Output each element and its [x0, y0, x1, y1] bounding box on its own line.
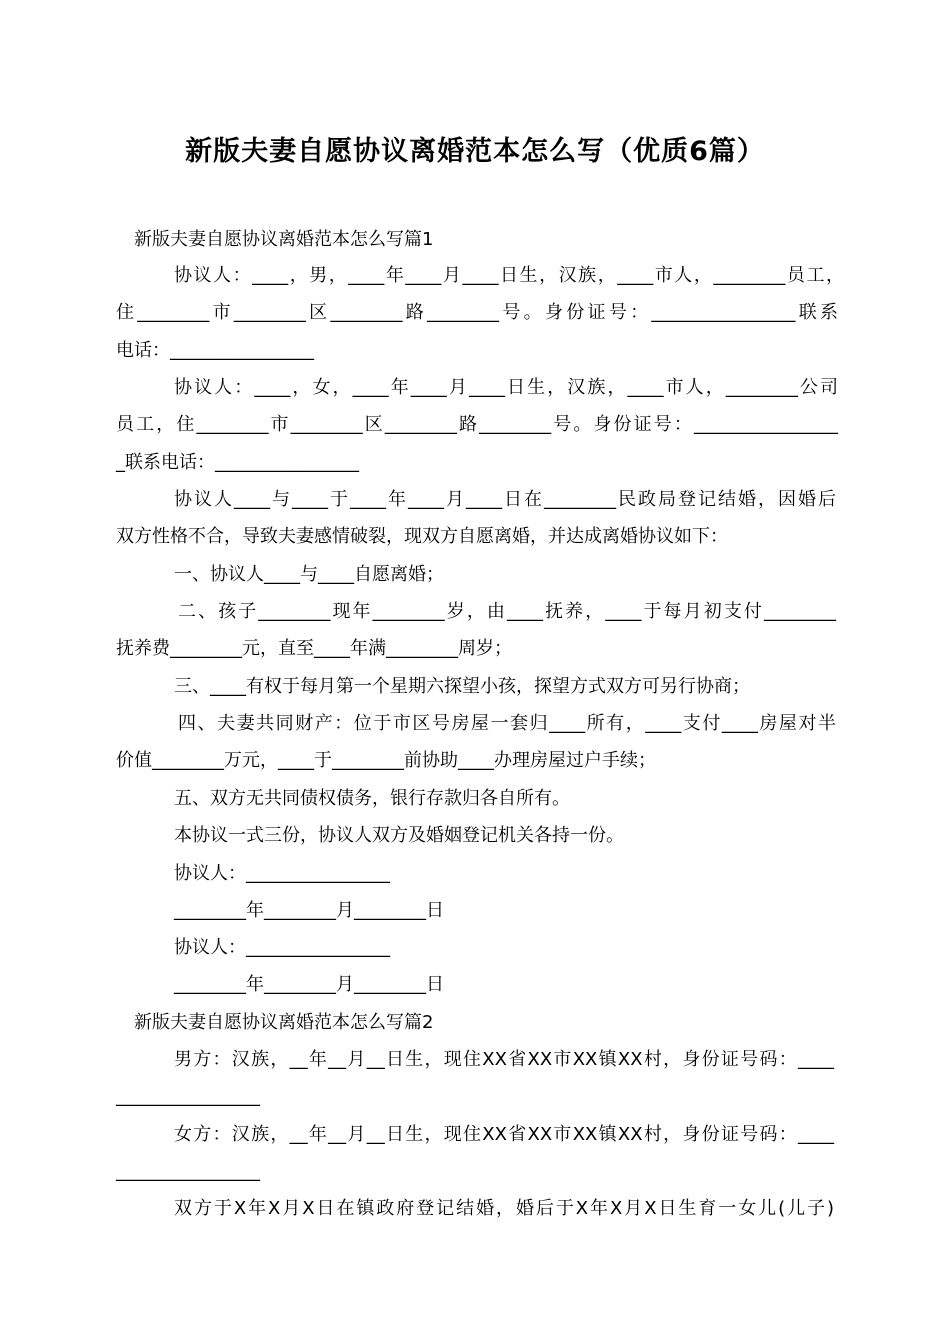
paragraph-line: 双方于X年X月X日在镇政府登记结婚，婚后于X年X月X日生育一女儿(儿子) [174, 1198, 834, 1219]
copies-statement: 本协议一式三份，协议人双方及婚姻登记机关各持一份。 [174, 825, 624, 846]
clause-2: 二、孩子________现年________岁，由____抚养，____于每月初支付________ [178, 601, 836, 622]
section-heading-2: 新版夫妻自愿协议离婚范本怎么写篇2 [134, 1012, 434, 1033]
signature-line: 协议人：________________ [174, 863, 390, 884]
paragraph-line: 男方：汉族，__年__月__日生，现住XX省XX市XX镇XX村，身份证号码：____ [174, 1049, 834, 1070]
section-heading-1: 新版夫妻自愿协议离婚范本怎么写篇1 [134, 229, 434, 250]
clause-1: 一、协议人____与____自愿离婚； [174, 564, 444, 585]
clause-5: 五、双方无共同债权债务，银行存款归各自所有。 [174, 788, 570, 809]
paragraph-line: ________________ [116, 1086, 260, 1107]
paragraph-line: 协议人____与____于____年____月____日在________民政局登记结婚，因婚后 [174, 489, 836, 510]
clause-4: 四、夫妻共同财产：位于市区号房屋一套归____所有，____支付____房屋对半 [178, 713, 836, 734]
paragraph-line: 电话：________________ [116, 340, 314, 361]
document-title: 新版夫妻自愿协议离婚范本怎么写（优质6篇） [185, 136, 765, 167]
paragraph-line: 抚养费________元，直至____年满________周岁； [116, 638, 512, 659]
paragraph-line: 协议人：____，女，____年____月____日生，汉族，____市人，________公司 [174, 377, 838, 398]
paragraph-line: 女方：汉族，__年__月__日生，现住XX省XX市XX镇XX村，身份证号码：____ [174, 1124, 834, 1145]
clause-3: 三、____有权于每月第一个星期六探望小孩，探望方式双方可另行协商； [174, 676, 750, 697]
paragraph-line: 住________市________区________路________号。身份证号：________________联系 [116, 302, 838, 323]
paragraph-line: 员工，住________市________区________路________号。身份证号：________________ [116, 414, 838, 435]
paragraph-line: 协议人：____，男，____年____月____日生，汉族，____市人，________员工， [174, 265, 844, 286]
date-line: ________年________月________日 [174, 974, 444, 995]
paragraph-line: _联系电话：________________ [116, 452, 359, 473]
signature-line: 协议人：________________ [174, 937, 390, 958]
paragraph-line: ________________ [116, 1161, 260, 1182]
paragraph-line: 价值________万元，____于________前协助____办理房屋过户手续； [116, 750, 656, 771]
paragraph-line: 双方性格不合，导致夫妻感情破裂，现双方自愿离婚，并达成离婚协议如下： [116, 526, 728, 547]
date-line: ________年________月________日 [174, 900, 444, 921]
